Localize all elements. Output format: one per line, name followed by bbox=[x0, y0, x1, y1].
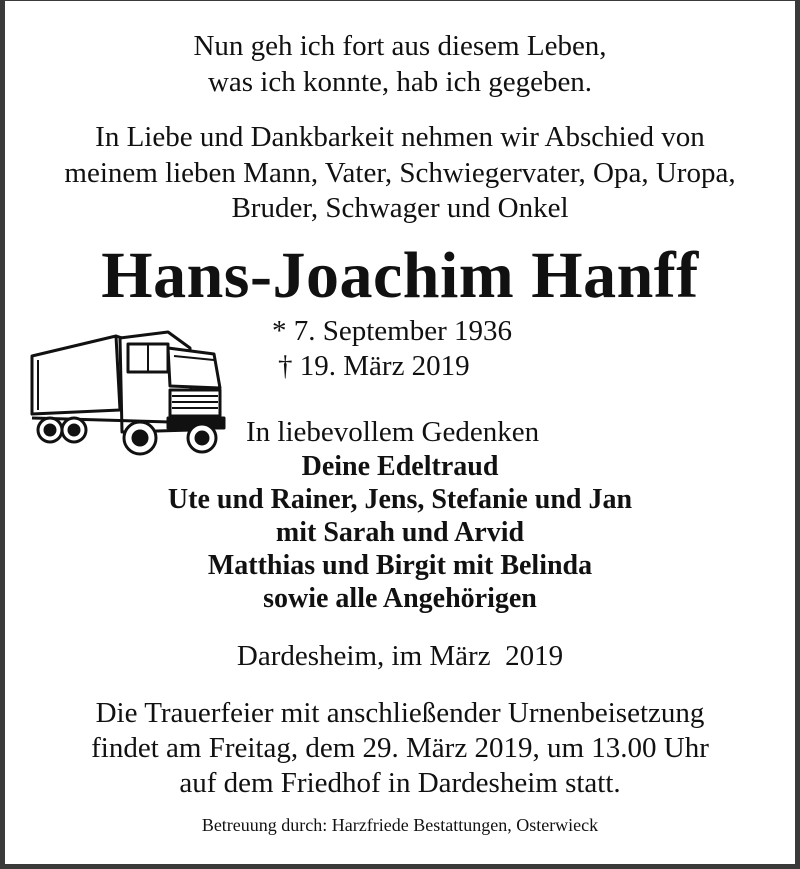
ceremony-line-1: Die Trauerfeier mit anschließender Urnenbeisetzung bbox=[95, 697, 705, 729]
truck-icon bbox=[28, 326, 226, 460]
memorial-heading: In liebevollem Gedenken bbox=[246, 416, 540, 448]
family-line-1: Deine Edeltraud bbox=[301, 451, 499, 482]
poem-line-1: Nun geh ich fort aus diesem Leben, bbox=[193, 30, 607, 62]
birth-date: * 7. September 1936 bbox=[272, 315, 513, 347]
poem-line-2: was ich konnte, hab ich gegeben. bbox=[207, 66, 593, 98]
family-line-4: Matthias und Birgit mit Belinda bbox=[207, 550, 593, 581]
ceremony-line-3: auf dem Friedhof in Dardesheim statt. bbox=[179, 767, 621, 799]
funeral-home-credit: Betreuung durch: Harzfriede Bestattungen, Osterwieck bbox=[201, 815, 599, 835]
intro-line-3: Bruder, Schwager und Onkel bbox=[231, 192, 569, 224]
family-line-2: Ute und Rainer, Jens, Stefanie und Jan bbox=[167, 484, 633, 515]
death-date: † 19. März 2019 bbox=[278, 350, 470, 382]
family-line-3: mit Sarah und Arvid bbox=[275, 517, 525, 548]
ceremony-line-2: findet am Freitag, dem 29. März 2019, um 13.00 Uhr bbox=[91, 732, 709, 764]
intro-line-2: meinem lieben Mann, Vater, Schwiegervater, Opa, Uropa, bbox=[64, 157, 736, 189]
place-date: Dardesheim, im März 2019 bbox=[236, 640, 564, 672]
family-line-5: sowie alle Angehörigen bbox=[263, 583, 537, 614]
deceased-name: Hans-Joachim Hanff bbox=[101, 239, 699, 312]
intro-line-1: In Liebe und Dankbarkeit nehmen wir Abschied von bbox=[95, 121, 705, 153]
